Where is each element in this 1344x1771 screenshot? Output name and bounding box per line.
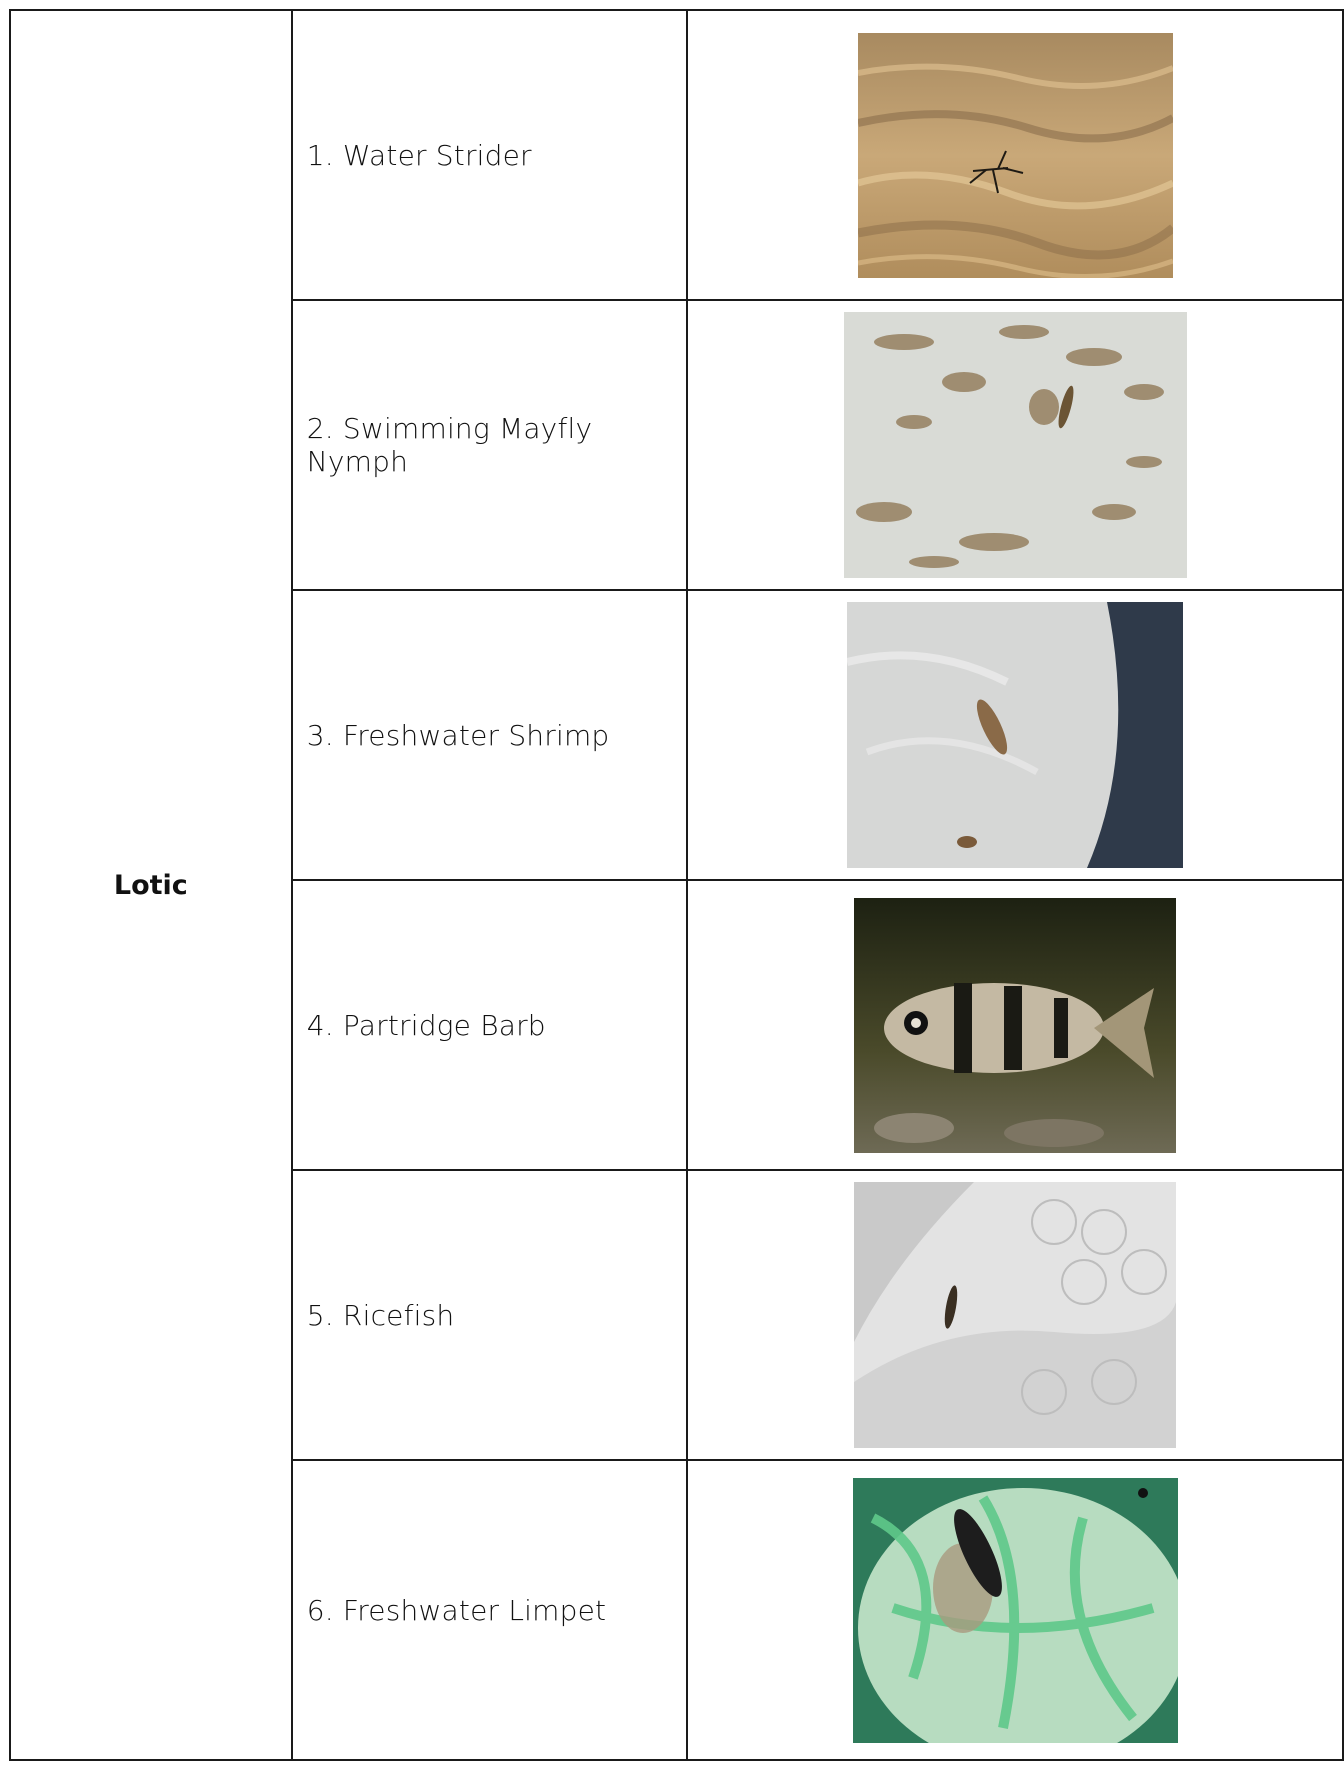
species-name: 5. Ricefish <box>292 1170 688 1460</box>
species-name: 3. Freshwater Shrimp <box>292 590 688 880</box>
water-strider-photo <box>858 33 1173 278</box>
partridge-barb-photo <box>854 898 1176 1153</box>
species-name: 6. Freshwater Limpet <box>292 1460 688 1760</box>
species-table <box>9 9 1344 1761</box>
species-name: 2. Swimming Mayfly Nymph <box>292 300 688 590</box>
habitat-label: Lotic <box>10 10 292 1760</box>
ricefish-photo <box>854 1182 1176 1448</box>
species-name: 1. Water Strider <box>292 10 688 300</box>
species-name: 4. Partridge Barb <box>292 880 688 1170</box>
mayfly-nymph-photo <box>844 312 1187 578</box>
table-row <box>10 10 1343 300</box>
freshwater-limpet-photo <box>853 1478 1178 1743</box>
freshwater-shrimp-photo <box>847 602 1183 868</box>
